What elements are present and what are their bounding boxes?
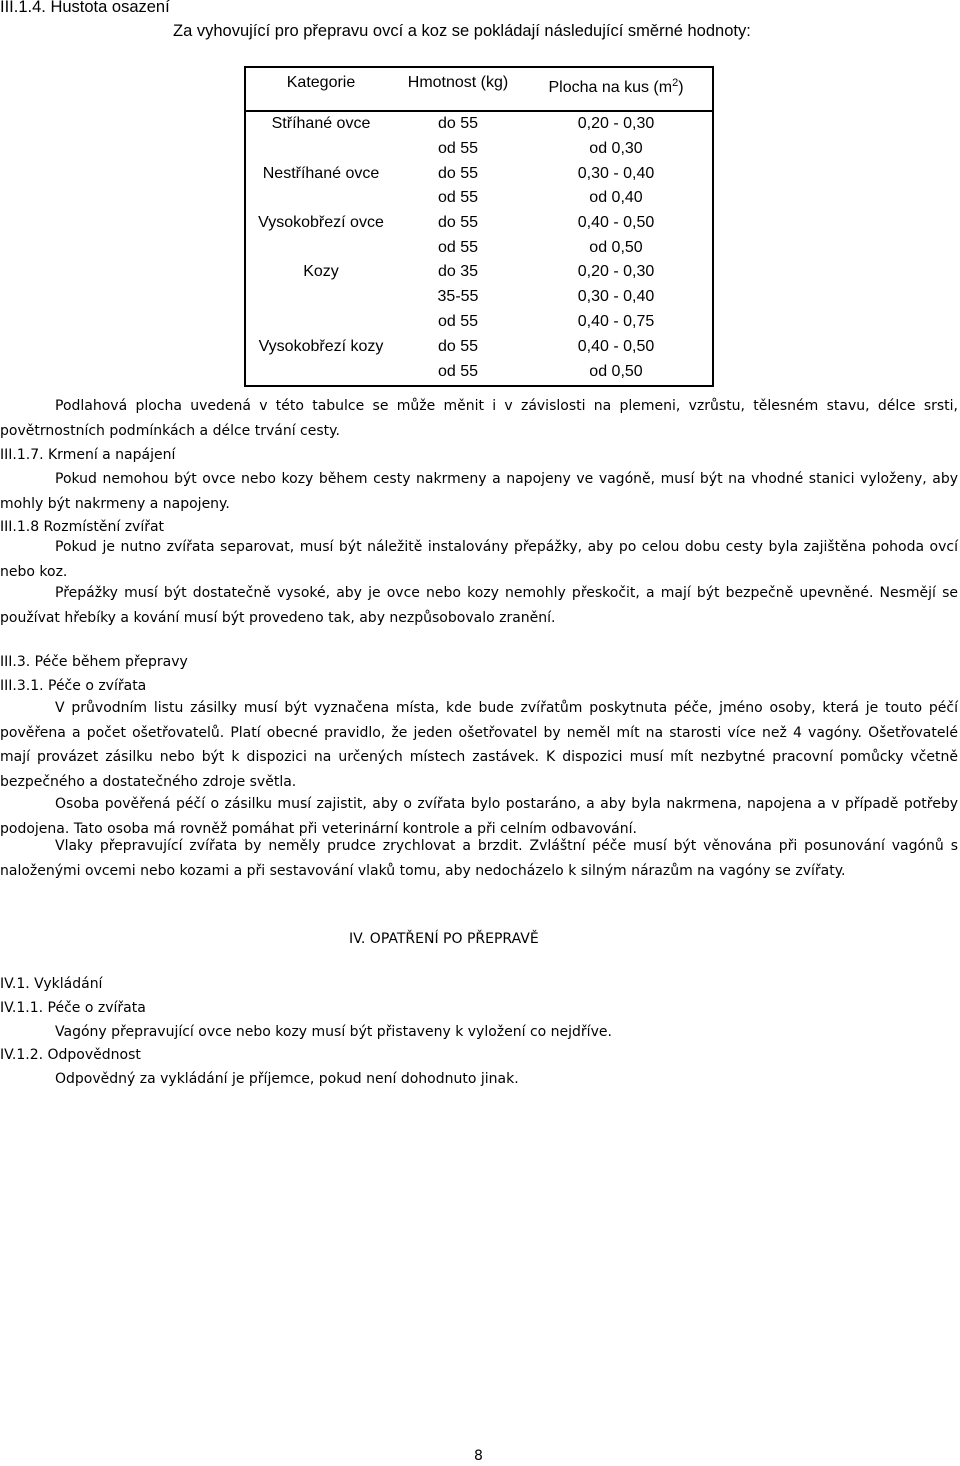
table-row [245, 235, 713, 260]
cell-area: 0,20 - 0,30 [577, 263, 655, 281]
density-table [244, 66, 714, 387]
cell-weight: do 55 [437, 164, 479, 182]
table-row [245, 137, 713, 162]
cell-category [245, 310, 396, 335]
section-heading-pece-prepravy: III.3. Péče během přepravy [0, 654, 188, 670]
table-row [245, 161, 713, 186]
cell-category [245, 137, 396, 162]
cell-area: 0,20 - 0,30 [577, 115, 655, 133]
table-row [245, 334, 713, 359]
pece-paragraph-1: V průvodním listu zásilky musí být vyznačena místa, kde bude zvířatům poskytnuta péče, jméno osoby, která je touto péčí pověřena a počet ošetřovatelů. Platí obecné pravidlo, že jeden ošetřovatel by neměl mít na starosti více než 4 vagóny. Ošetřovatelé mají provázet zásilku nebo být k dispozici na určených místech zastávek. K dispozici musí mít nezbytné pracovní pomůcky včetně bezpečného a dostatečného zdroje světla. [0, 700, 958, 790]
header-area: Plocha na kus $(m^2)$ [520, 67, 713, 111]
cell-area: od 0,40 [589, 189, 643, 207]
page-number: 8 [474, 1448, 483, 1464]
cell-area: 0,40 - 0,50 [577, 214, 655, 232]
section-heading-hustota: III.1.4. Hustota osazení [0, 0, 170, 16]
table-row [245, 310, 713, 335]
cell-weight: 35-55 [437, 288, 479, 306]
table-note: Podlahová plocha uvedená v této tabulce se může měnit i v závislosti na plemeni, vzrůstu, tělesném stavu, délce srsti, povětrnostních podmínkách a délce trvání cesty. [0, 398, 958, 439]
rozmisteni-text-1: Pokud je nutno zvířata separovat, musí být náležitě instalovány přepážky, aby po celou dobu cesty byla zajištěna pohoda ovcí nebo koz. [0, 539, 958, 580]
cell-weight: do 55 [437, 337, 479, 355]
table-row [245, 285, 713, 310]
cell-weight: do 35 [437, 263, 479, 281]
cell-weight: od 55 [437, 189, 479, 207]
cell-category [245, 285, 396, 310]
table-row [245, 211, 713, 236]
density-intro: Za vyhovující pro přepravu ovcí a koz se pokládají následující směrné hodnoty: [173, 22, 751, 40]
cell-category [245, 359, 396, 386]
table-header-row [245, 67, 713, 111]
cell-weight: od 55 [437, 140, 479, 158]
cell-weight: od 55 [437, 362, 479, 380]
cell-area: od 0,50 [589, 362, 643, 380]
table-row [245, 359, 713, 386]
cell-category: Kozy [303, 263, 339, 281]
krmeni-text: Pokud nemohou být ovce nebo kozy během cesty nakrmeny a napojeny ve vagóně, musí být na vhodné stanici vyloženy, aby mohly být nakrmeny a napojeny. [0, 471, 958, 512]
cell-area: 0,30 - 0,40 [577, 164, 655, 182]
table-row [245, 111, 713, 137]
section-heading-vykladani: IV.1. Vykládání [0, 976, 103, 992]
cell-category: Stříhané ovce [271, 115, 371, 133]
chapter-title: IV. OPATŘENÍ PO PŘEPRAVĚ [349, 931, 539, 947]
cell-weight: od 55 [437, 312, 479, 330]
header-category: Kategorie [245, 67, 396, 111]
cell-weight: do 55 [437, 214, 479, 232]
cell-area: 0,30 - 0,40 [577, 288, 655, 306]
pece-paragraph-2: Osoba pověřená péčí o zásilku musí zajistit, aby o zvířata bylo postaráno, a aby byla nakrmena, napojena a v případě potřeby podojena. Tato osoba má rovněž pomáhat při veterinární kontrole a při celním odbavování. [0, 796, 958, 837]
cell-weight: od 55 [437, 238, 479, 256]
iv-pece-text: Vagóny přepravující ovce nebo kozy musí být přistaveny k vyložení co nejdříve. [55, 1024, 612, 1040]
cell-category [245, 235, 396, 260]
odpovednost-text: Odpovědný za vykládání je příjemce, pokud není dohodnuto jinak. [55, 1071, 519, 1087]
cell-area: od 0,30 [589, 140, 643, 158]
cell-category: Vysokobřezí ovce [258, 214, 384, 232]
table-row [245, 260, 713, 285]
cell-category [245, 186, 396, 211]
section-heading-pece-zvirata: III.3.1. Péče o zvířata [0, 678, 147, 694]
cell-category: Vysokobřezí kozy [258, 337, 384, 355]
cell-category: Nestříhané ovce [262, 164, 380, 182]
cell-area: od 0,50 [589, 238, 643, 256]
pece-paragraph-3: Vlaky přepravující zvířata by neměly prudce zrychlovat a brzdit. Zvláštní péče musí být věnována při posunování vagónů s naloženými ovcemi nebo kozami a při sestavování vlaků tomu, aby nedocházelo k silným nárazům na vagóny se zvířaty. [0, 838, 958, 879]
section-heading-rozmisteni: III.1.8 Rozmístění zvířat [0, 519, 165, 535]
section-heading-krmeni: III.1.7. Krmení a napájení [0, 447, 176, 463]
cell-area: 0,40 - 0,50 [577, 337, 655, 355]
section-heading-iv-pece: IV.1.1. Péče o zvířata [0, 1000, 146, 1016]
cell-area: 0,40 - 0,75 [577, 312, 655, 330]
header-weight: Hmotnost (kg) [396, 67, 520, 111]
cell-weight: do 55 [437, 115, 479, 133]
rozmisteni-text-2: Přepážky musí být dostatečně vysoké, aby je ovce nebo kozy nemohly přeskočit, a mají být bezpečně upevněné. Nesmějí se používat hřebíky a kování musí být provedeno tak, aby nezpůsobovalo zranění. [0, 585, 958, 626]
section-heading-odpovednost: IV.1.2. Odpovědnost [0, 1047, 141, 1063]
table-row [245, 186, 713, 211]
